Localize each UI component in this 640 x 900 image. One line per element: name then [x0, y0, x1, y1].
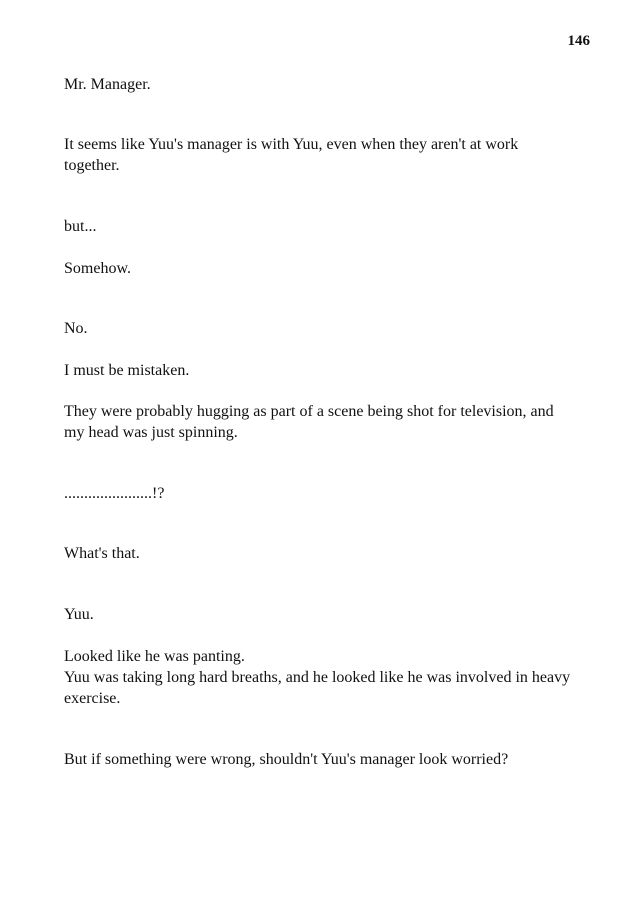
paragraph: But if something were wrong, shouldn't Yuu's manager look worried? — [64, 751, 509, 768]
paragraph: Looked like he was panting. — [64, 648, 245, 665]
paragraph: I must be mistaken. — [64, 362, 190, 379]
paragraph: Yuu. — [64, 606, 94, 623]
paragraph: ......................!? — [64, 485, 165, 502]
paragraph: What's that. — [64, 545, 140, 562]
paragraph: Somehow. — [64, 260, 131, 277]
paragraph: Yuu was taking long hard breaths, and he looked like he was involved in heavy exercise. — [64, 669, 571, 707]
paragraph: It seems like Yuu's manager is with Yuu, even when they aren't at work together. — [64, 136, 519, 174]
paragraph: Mr. Manager. — [64, 76, 151, 93]
page-number: 146 — [567, 33, 590, 49]
paragraph: but... — [64, 218, 97, 235]
paragraph: They were probably hugging as part of a scene being shot for television, and my head was just spinning. — [64, 403, 554, 441]
paragraph: No. — [64, 320, 88, 337]
